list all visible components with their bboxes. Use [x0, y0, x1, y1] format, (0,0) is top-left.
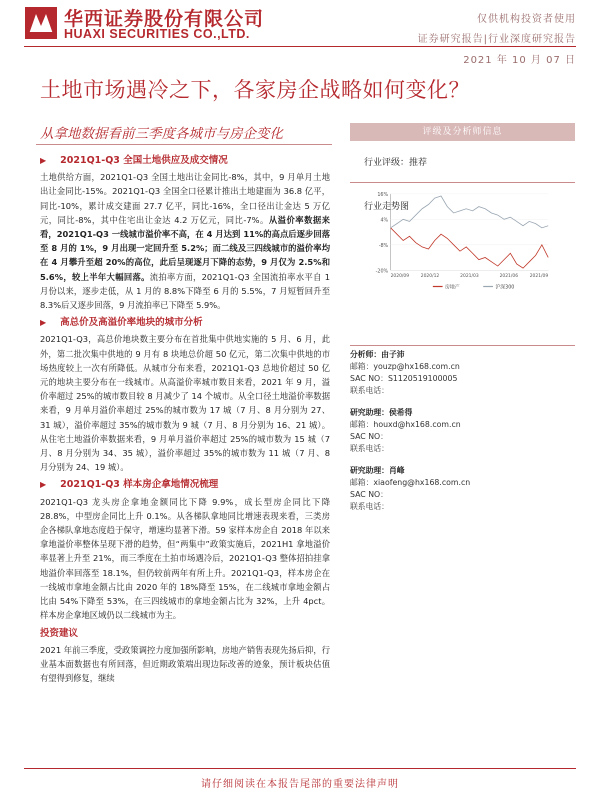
series-line-real-estate: [391, 228, 549, 268]
sidebar: [350, 123, 575, 511]
footer-divider: [24, 768, 576, 769]
y-tick-label: -20%: [375, 268, 389, 275]
x-tick-label: 2021/06: [499, 273, 519, 279]
section-heading: ▶ 2021Q1-Q3 全国土地供应及成交情况: [40, 155, 228, 166]
analyst-sac: SAC NO：: [350, 490, 388, 499]
analyst-card: [350, 465, 575, 513]
analyst-phone: 联系电话：: [350, 386, 389, 395]
audience-note: 仅供机构投资者使用: [477, 14, 576, 25]
x-tick-label: 2020/09: [390, 273, 410, 279]
section-heading: ▶ 2021Q1-Q3 样本房企拿地情况梳理: [40, 479, 219, 491]
analyst-card: [350, 349, 575, 397]
x-tick-label: 2021/03: [460, 273, 479, 279]
x-tick-label: 2021/09: [529, 273, 549, 279]
paragraph: 2021Q1-Q3，高总价地块数主要分布在首批集中供地实施的 5 月、6 月，此外，第二批次集中供地的 9 月有 8 块地总价超 50 亿元，第二次集中供地的市场热度较上一次有所降低。从城市分布来看，2021Q1-Q3 总地价超过 50 亿元的地块主要分布在一线城市。从高溢价率城市数目来看，2021 年 9 月，溢价率超过 25%的城市数目较 8 月减少了 14 个城市。从全口径土地溢价率数据来看，9 月单月溢价率超过 25%的城市数为 17 城（7 月、8 月分别为 27、31 城），溢价率超过 35%的城市数为 9 城（7 月、8 月分别为 16、21 城）。从住宅土地溢价率数据来看，9 月单月溢价率超过 25%的城市数为 15 城（7 月、8 月分别为 34、35 城），溢价率超过 35%的城市数为 11 城（7 月、8 月分别为 24、19 城）。: [40, 334, 330, 473]
y-tick-label: 16%: [377, 191, 389, 198]
series-line-csi300: [391, 196, 549, 228]
sidebar-divider: [350, 345, 575, 346]
footer-disclaimer: 请仔细阅读在本报告尾部的重要法律声明: [201, 779, 399, 790]
paragraph: 2021 年前三季度，受政策调控力度加强所影响，房地产销售表现先扬后抑，行业基本面数据也有所回落，但近期政策端出现边际改善的迹象，预计板块估值有望得到修复，继续: [40, 644, 330, 684]
header-divider: [24, 46, 576, 47]
report-title: 土地市场遇冷之下，各家房企战略如何变化？: [40, 78, 470, 102]
analyst-phone: 联系电话：: [350, 444, 389, 453]
analyst-name: 分析师：由子沛: [350, 350, 405, 359]
company-name-cn: 华西证券股份有限公司: [64, 8, 265, 30]
triangle-bullet-icon: ▶: [40, 318, 47, 328]
analyst-card: [350, 407, 575, 455]
analyst-sac: SAC NO：: [350, 432, 388, 441]
huaxi-logo-icon: [24, 6, 58, 40]
legend-label: 沪深300: [495, 284, 515, 291]
legend-label: 房地产: [445, 284, 460, 291]
sidebar-divider: [350, 182, 575, 183]
report-date: 2021 年 10 月 07 日: [463, 55, 576, 66]
section-heading: ▶ 高总价及高溢价率地块的城市分析: [40, 317, 203, 329]
y-tick-label: 4%: [380, 217, 389, 224]
analyst-email: 邮箱：xiaofeng@hx168.com.cn: [350, 478, 471, 487]
section-heading: 投资建议: [40, 627, 79, 639]
y-tick-label: -8%: [378, 242, 389, 249]
company-name-en: HUAXI SECURITIES CO.,LTD.: [64, 27, 250, 41]
report-type: 证券研究报告|行业深度研究报告: [417, 34, 576, 45]
paragraph: 土地供给方面，2021Q1-Q3 全国土地出让金同比-8%，其中，9 月单月土地出让金同比-15%。2021Q1-Q3 全国全口径累计推出土地建面为 36.8 亿平，同比-10%，累计成交建面 27.7 亿平，同比-16%，全口径出让金达 5 万亿元，同比-8%，其中住宅出让金达 4.2 万亿元，同比-7%。从溢价率数据来看，2021Q1-Q3 一线城市溢价率不高，在 4 月达到 11%的高点后逐步回落至 8 月的 1%，9 月出现一定回升至 5.2%；而二线及三四线城市的溢价率均在 4 月攀升至超 20%的高位，此后呈现逐月下降的态势，9 月仅为 2.5%和 5.6%，较上半年大幅回落。流拍率方面，2021Q1-Q3 全国流拍率水平自 1 月份以来，逐步走低，从 1 月的 8.8%下降至 6 月的 5.5%，7 月短暂回升至 8.3%后又逐步回落，9 月流拍率已下降至 5.9%。: [40, 172, 330, 311]
industry-trend-chart: [350, 189, 575, 319]
analyst-phone: 联系电话：: [350, 502, 389, 511]
trend-title: 行业走势图: [364, 202, 410, 212]
x-tick-label: 2020/12: [420, 273, 440, 279]
triangle-bullet-icon: ▶: [40, 156, 47, 165]
main-content: [40, 150, 330, 685]
analyst-sac: SAC NO：S1120519100005: [350, 374, 458, 383]
analyst-name: 研究助理：侯希得: [350, 408, 413, 417]
analyst-email: 邮箱：houxd@hx168.com.cn: [350, 420, 461, 429]
subtitle-divider: [36, 144, 332, 145]
analyst-email: 邮箱：youzp@hx168.com.cn: [350, 362, 460, 371]
report-subtitle: 从拿地数据看前三季度各城市与房企变化: [40, 126, 283, 142]
analyst-name: 研究助理：肖峰: [350, 466, 405, 475]
triangle-bullet-icon: ▶: [40, 480, 47, 490]
analyst-list: [350, 349, 575, 513]
rating-box-title: 评级及分析师信息: [350, 123, 575, 141]
paragraph: 2021Q1-Q3 龙头房企拿地金额同比下降 9.9%，成长型房企同比下降 28.8%，中型房企同比上升 0.1%。从各梯队拿地同比增速表现来看，三类房企各梯队拿地态度趋于保守，增速均显著下滑。59 家样本房企自 2018 年以来拿地溢价率整体呈现下滑的趋势，但“两集中”政策实施后，2021H1 拿地溢价率显著上升至 21%，而三季度在土拍市场遇冷后，2021Q1-Q3 整体招拍挂拿地溢价率回落至 18.1%，但仍较前两年有所上升。2021Q1-Q3，样本房企在一线城市拿地金额占比由 2020 年的 18%降至 15%，在二线城市拿地金额占比由 54%下降至 53%，在三四线城市的拿地金额占比为 32%，上升 4pct。样本房企拿地区域仍以二线城市为主。: [40, 496, 330, 621]
industry-rating: 行业评级：推荐: [364, 158, 428, 168]
